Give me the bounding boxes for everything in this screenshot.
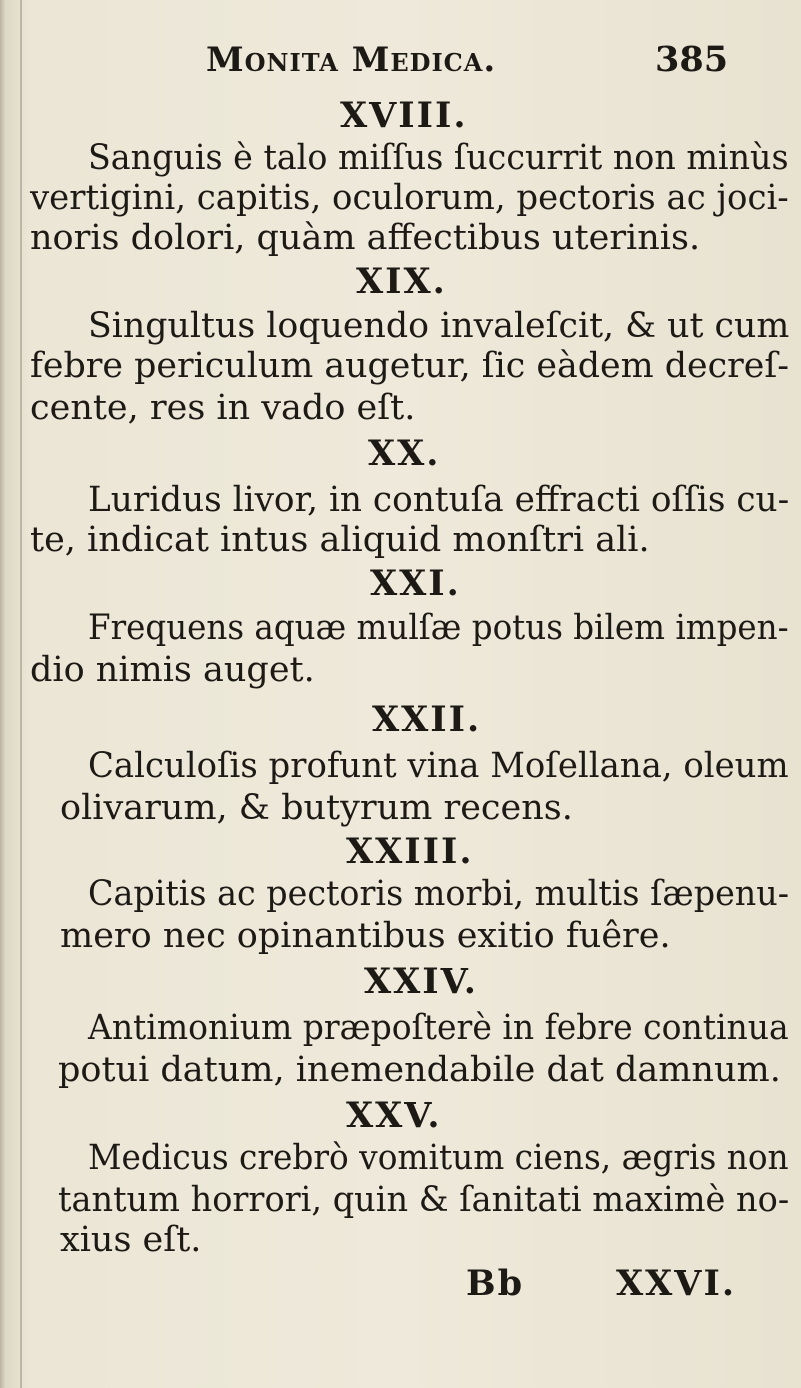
section-heading: XXI. — [370, 563, 461, 604]
text-line: dio nimis auget. — [30, 650, 315, 690]
text-line: vertigini, capitis, oculorum, pectoris ac joci- — [30, 178, 789, 218]
section-heading: XXV. — [346, 1095, 442, 1136]
text-line: noris dolori, quàm affectibus uterinis. — [30, 218, 701, 258]
section-heading: XIX. — [356, 261, 447, 302]
text-line: Luridus livor, in contuſa effracti oſſis cu- — [88, 480, 790, 520]
text-line: tantum horrori, quin & ſanitati maximè no- — [58, 1180, 790, 1220]
text-line: Singultus loquendo invaleſcit, & ut cum — [88, 306, 790, 346]
text-line: potui datum, inemendabile dat damnum. — [58, 1050, 781, 1090]
text-line: Calculoſis profunt vina Moſellana, oleum — [88, 746, 789, 786]
running-head: Monita Medica. — [206, 40, 497, 80]
text-line: Medicus crebrò vomitum ciens, ægris non — [88, 1138, 789, 1178]
section-heading: XXIV. — [364, 961, 478, 1002]
section-heading: XX. — [368, 433, 441, 474]
text-line: te, indicat intus aliquid monſtri ali. — [30, 520, 650, 560]
text-line: mero nec opinantibus exitio fuêre. — [60, 916, 671, 956]
text-line: Capitis ac pectoris morbi, multis ſæpenu- — [88, 874, 790, 914]
catchword: XXVI. — [616, 1263, 737, 1304]
text-line: Frequens aquæ mulſæ potus bilem impen- — [88, 608, 789, 648]
page-edge — [0, 0, 6, 1388]
text-line: olivarum, & butyrum recens. — [60, 788, 573, 828]
section-heading: XVIII. — [340, 95, 468, 136]
text-line: Sanguis è talo miſſus ſuccurrit non minùs — [88, 138, 789, 178]
margin-rule — [20, 0, 22, 1388]
section-heading: XXII. — [372, 699, 482, 740]
text-line: cente, res in vado eſt. — [30, 388, 416, 428]
text-line: Antimonium præpoſterè in febre continua — [88, 1008, 789, 1048]
text-line: febre periculum augetur, ſic eàdem decreſ- — [30, 346, 790, 386]
signature-mark: Bb — [466, 1263, 525, 1304]
page-number: 385 — [655, 39, 729, 80]
text-line: xius eſt. — [60, 1220, 202, 1260]
section-heading: XXIII. — [346, 831, 474, 872]
